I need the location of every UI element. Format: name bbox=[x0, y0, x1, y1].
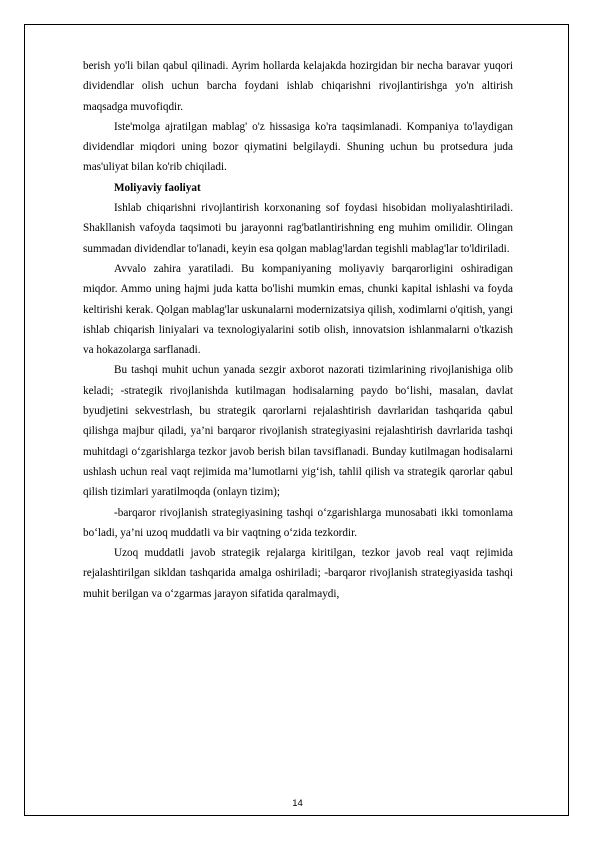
paragraph-continuation: berish yo'li bilan qabul qilinadi. Ayrim hollarda kelajakda hozirgidan bir necha baravar yuqori dividendlar olish uchun barcha foydani ishlab chiqarishni rivojlantirishga yo'n altirish maqsadga muvofiqdir. bbox=[83, 60, 513, 113]
paragraph-information-control: Bu tashqi muhit uchun yanada sezgir axborot nazorati tizimlarining rivojlanishiga olib keladi; -strategik rivojlanishda kutilmagan hodisalarning paydo bo‘lishi, masalan, davlat byudjetini sekvestrlash, bu strategik qarorlarni rejalashtirish davrlaridan tashqarida qabul qilishga majbur qiladi, ya’ni barqaror rivojlanish strategiyasini rejalashtirish davrlarida tashqi muhitdagi o‘zgarishlarga tezkor javob berish bilan tavsiflanadi. Bunday kutilmagan hodisalarni ushlash uchun real vaqt rejimida ma’lumotlarni yig‘ish, tahlil qilish va strategik qarorlar qabul qilish tizimlari yaratilmoqda (onlayn tizim); bbox=[83, 364, 513, 499]
paragraph-long-term-response: Uzoq muddatli javob strategik rejalarga kiritilgan, tezkor javob real vaqt rejimida rejalashtirilgan sikldan tashqarida amalga oshiriladi; -barqaror rivojlanish strategiyasida tashqi muhit berilgan va o‘zgarmas jarayon sifatida qaralmaydi, bbox=[83, 547, 513, 600]
document-body bbox=[83, 56, 513, 604]
paragraph-dividend-allocation: Iste'molga ajratilgan mablag' o'z hissasiga ko'ra taqsimlanadi. Kompaniya to'laydigan dividendlar miqdori uning bozor qiymatini belgilaydi. Shuning uchun bu protsedura juda mas'uliyat bilan ko'rib chiqiladi. bbox=[83, 120, 513, 174]
paragraph-sustainable-strategy-response: -barqaror rivojlanish strategiyasining tashqi o‘zgarishlarga munosabati ikki tomonlama bo‘ladi, ya’ni uzoq muddatli va bir vaqtning o‘zida tezkordir. bbox=[83, 506, 513, 539]
page-number: 14 bbox=[292, 798, 303, 809]
paragraph-reserve-creation: Avvalo zahira yaratiladi. Bu kompaniyaning moliyaviy barqarorligini oshiradigan miqdor. Ammo uning hajmi juda katta bo'lishi mumkin emas, chunki kapital ishlashi va foyda keltirishi kerak. Qolgan mablag'lar uskunalarni modernizatsiya qilish, xodimlarni o'qitish, yangi ishlab chiqarish liniyalari va texnologiyalarini sotib olish, innovatsion ishlanmalarni o'tkazish va hokazolarga sarflanadi. bbox=[83, 262, 513, 357]
paragraph-production-financing: Ishlab chiqarishni rivojlantirish korxonaning sof foydasi hisobidan moliyalashtiriladi. Shakllanish vafoyda taqsimoti bu jarayonni rag'batlantirishning eng muhim omilidir. Olingan summadan dividendlar to'lanadi, keyin esa qolgan mablag'lardan tegishli mablag'lar to'ldiriladi. bbox=[83, 202, 513, 255]
section-heading-financial-activity: Moliyaviy faoliyat bbox=[114, 181, 201, 194]
